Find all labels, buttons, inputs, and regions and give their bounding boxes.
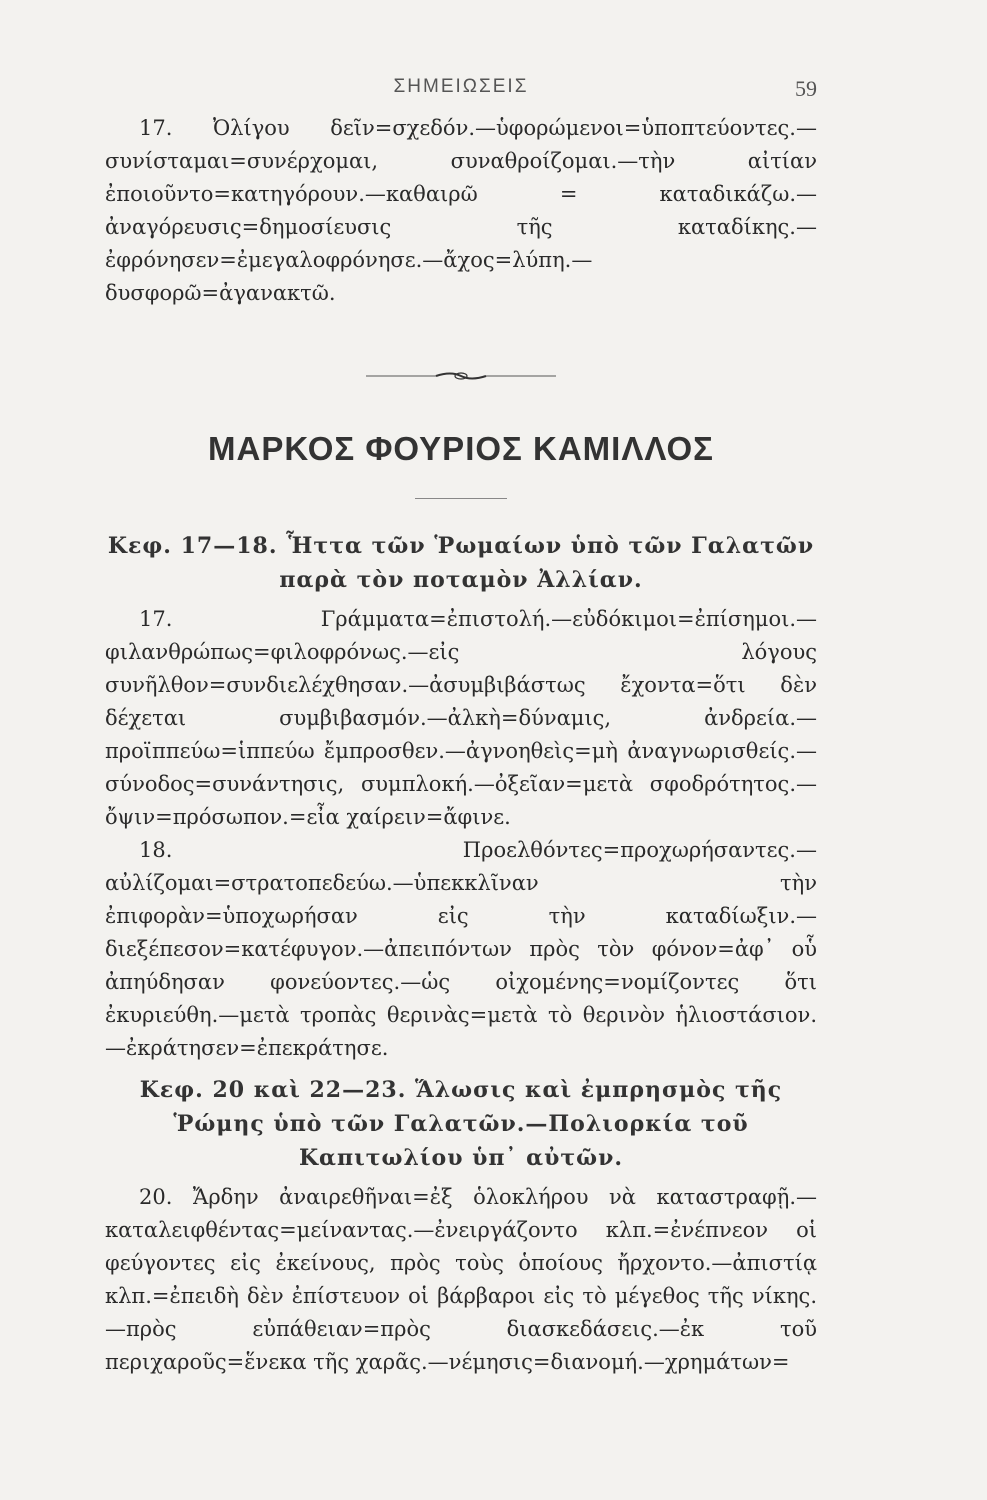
note-paragraph-18: 18. Προελθόντες=προχωρήσαντες.—αὐλίζομαι=στρατοπεδεύω.—ὑπεκκλῖναν τὴν ἐπιφορὰν=ὑποχωρήσαν εἰς τὴν καταδίωξιν.—διεξέπεσον=κατέφυγον.—ἀπειπόντων πρὸς τὸν φόνον=ἀφ᾿ οὗ ἀπηύδησαν φονεύοντες.—ὡς οἰχομένης=νομίζοντες ὅτι ἐκυριεύθη.—μετὰ τροπὰς θερινὰς=μετὰ τὸ θερινὸν ἡλιοστάσιον.—ἐκράτησεν=ἐπεκράτησε. <box>105 838 817 1060</box>
running-title: ΣΗΜΕΙΩΣΕΙΣ <box>393 76 529 97</box>
note-paragraph-17: 17. Γράμματα=ἐπιστολή.—εὐδόκιμοι=ἐπίσημοι.—φιλανθρώπως=φιλοφρόνως.—εἰς λόγους συνῆλθον=συνδιελέχθησαν.—ἀσυμβιβάστως ἔχοντα=ὅτι δὲν δέχεται συμβιβασμόν.—ἀλκὴ=δύναμις, ἀνδρεία.—προϊππεύω=ἱππεύω ἔμπροσθεν.—ἀγνοηθεὶς=μὴ ἀναγνωρισθείς.—σύνοδος=συνάντησις, συμπλοκή.—ὀξεῖαν=μετὰ σφοδρότητος.—ὄψιν=πρόσωπον.=εἶα χαίρειν=ἄφινε. <box>105 607 817 829</box>
note-paragraph-17-preceding: 17. Ὀλίγου δεῖν=σχεδόν.—ὑφορώμενοι=ὑποπτεύοντες.—συνίσταμαι=συνέρχομαι, συναθροίζομαι.—τὴν αἰτίαν ἐποιοῦντο=κατηγόρουν.—καθαιρῶ = καταδικάζω.—ἀναγόρευσις=δημοσίευσις τῆς καταδίκης.—ἐφρόνησεν=ἐμεγαλοφρόνησε.—ἄχος=λύπη.—δυσφορῶ=ἀγανακτῶ. <box>105 116 817 305</box>
running-header <box>105 72 817 112</box>
chapter-heading: Κεφ. 17—18. Ἧττα τῶν Ῥωμαίων ὑπὸ τῶν Γαλατῶν παρὰ τὸν ποταμὸν Ἀλλίαν. <box>107 533 815 593</box>
note-paragraph-20: 20. Ἄρδην ἀναιρεθῆναι=ἐξ ὁλοκλήρου νὰ καταστραφῇ.—καταλειφθέντας=μείναντας.—ἐνειργάζοντο κλπ.=ἐνέπνεον οἱ φεύγοντες εἰς ἐκείνους, πρὸς τοὺς ὁποίους ἤρχοντο.—ἀπιστίᾳ κλπ.=ἐπειδὴ δὲν ἐπίστευον οἱ βάρβαροι εἰς τὸ μέγεθος τῆς νίκης.—πρὸς εὐπάθειαν=πρὸς διασκεδάσεις.—ἐκ τοῦ περιχαροῦς=ἕνεκα τῆς χαρᾶς.—νέμησις=διανομή.—χρημάτων= <box>105 1185 817 1374</box>
page-number: 59 <box>795 76 817 101</box>
ornament-divider <box>366 370 556 382</box>
book-page <box>105 72 817 1379</box>
section-title: ΜΑΡΚΟΣ ΦΟΥΡΙΟΣ ΚΑΜΙΛΛΟΣ <box>208 430 714 467</box>
chapter-heading-2: Κεφ. 20 καὶ 22—23. Ἅλωσις καὶ ἐμπρησμὸς τῆς Ῥώμης ὑπὸ τῶν Γαλατῶν.—Πολιορκία τοῦ Καπιτωλίου ὑπ᾿ αὐτῶν. <box>139 1077 783 1171</box>
title-rule <box>415 498 507 499</box>
